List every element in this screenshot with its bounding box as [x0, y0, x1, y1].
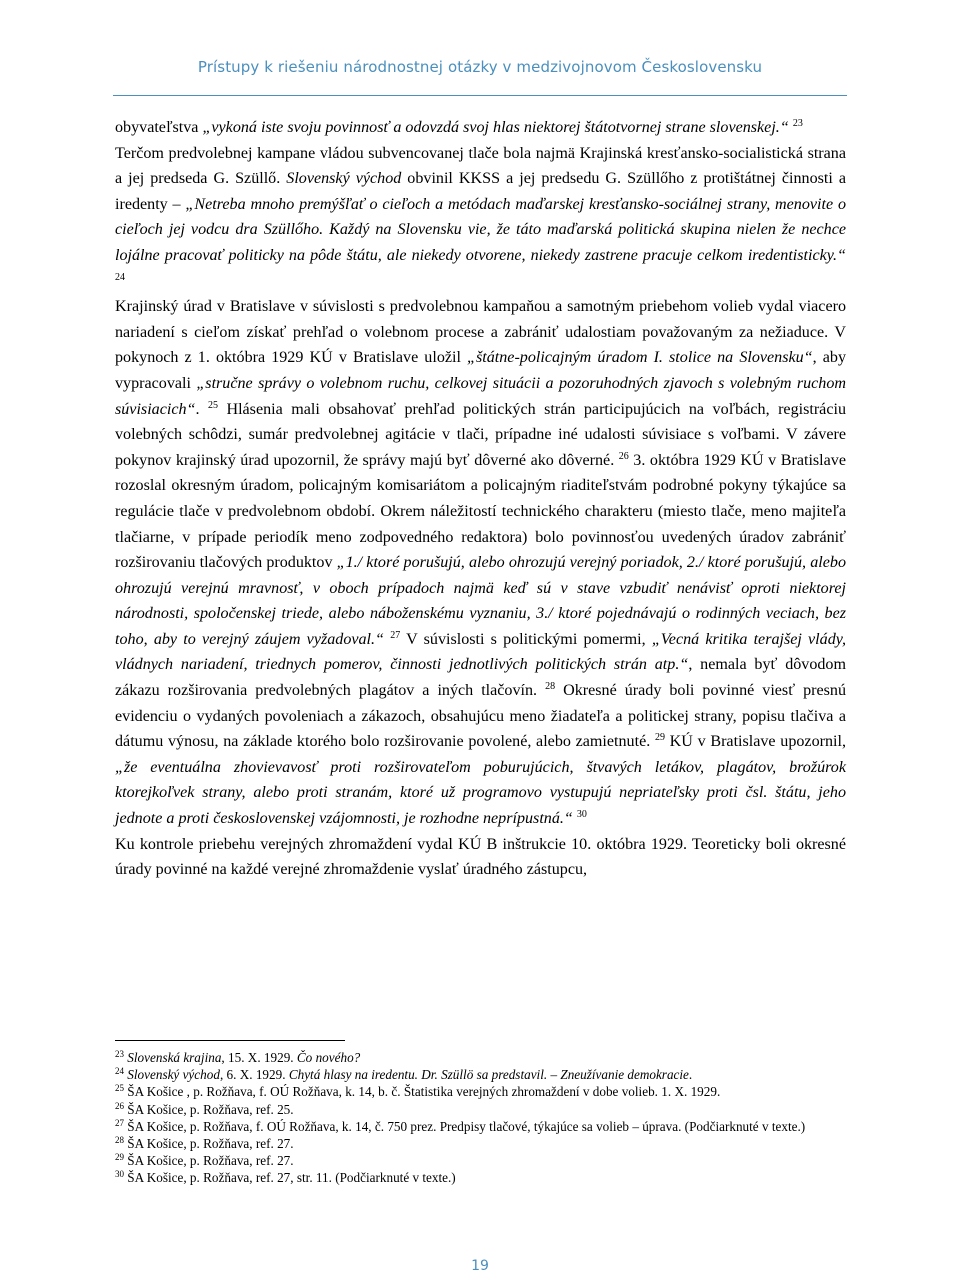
italic-text: „stručne správy o volebnom ruchu, celkovej situácii a pozoruhodných zjavoch s volebným ruchom súvisiacich“	[115, 374, 846, 418]
italic-text: „1./ ktoré porušujú, alebo ohrozujú verejný poriadok, 2./ ktoré porušujú, alebo ohrozujú verejnú mravnosť, v oboch prípadoch najmä keď sú v stave vzbudiť nenávisť oproti niektorej národnosti, spoločenskej triede, alebo náboženskému vyznaniu, 3./ ktoré pojednávajú o rodinných veciach, bez toho, aby to verejný záujem vyžadoval.“	[115, 554, 847, 648]
text-run: Krajinský úrad v Bratislave v súvislosti s predvolebnou kampaňou a samotným priebehom volieb vydal viacero nariadení s cieľom získať prehľad o volebnom procese a zabrániť udalostiam považovaným za nežiaduce. V pokynoch z 1. októbra 1929 KÚ v Bratislave uložil	[115, 298, 846, 367]
body-text	[115, 115, 846, 883]
footnote	[115, 1135, 846, 1152]
footnote	[115, 1118, 846, 1135]
footnote-ref: 24	[115, 1066, 124, 1077]
body-paragraph	[115, 832, 846, 883]
text-run: Hlásenia mali obsahovať prehľad politických strán participujúcich na voľbách, registráciu volebných schôdzi, sumár predvolebnej agitácie v tlači, prípadne iné udalosti súvisiace s voľbami. V závere pokynov krajinský úrad upozornil, že správy majú byť dôverné ako dôverné.	[115, 400, 846, 469]
footnotes	[115, 1049, 846, 1187]
footnote-ref: 28	[115, 1135, 124, 1146]
text-run: , 6. X. 1929.	[219, 1067, 289, 1083]
body-paragraph	[115, 294, 846, 831]
text-run: .	[195, 400, 208, 418]
text-run: Terčom predvolebnej kampane vládou subvencovanej tlače bola najmä Krajinská kresťansko-socialistická strana a jej predseda G. Szüllő.	[115, 144, 846, 188]
footnote	[115, 1066, 846, 1083]
text-run: V súvislosti s politickými pomermi,	[400, 630, 652, 648]
footnote-ref: 28	[545, 681, 556, 693]
footnote-ref: 29	[654, 732, 665, 744]
footnote	[115, 1101, 846, 1118]
footnote-ref: 23	[115, 1049, 124, 1059]
footnote	[115, 1083, 846, 1100]
text-run: Okresné úrady boli povinné viesť presnú evidenciu o vydaných povoleniach a zákazoch, obsahujúcu meno žiadateľa a politickej strany, popisu tlačiva a dátumu výnosu, na základe ktorého bolo rozširovanie povolené, alebo zamietnuté.	[115, 682, 846, 751]
footnote-ref: 27	[115, 1117, 124, 1128]
italic-text: „štátne-policajným úradom I. stolice na Slovensku“	[467, 349, 813, 367]
footnote-ref: 29	[115, 1152, 124, 1163]
text-run: .	[688, 1067, 693, 1083]
italic-text: Chytá hlasy na iredentu. Dr. Szüllö sa predstavil. – Zneužívanie demokracie	[288, 1067, 689, 1083]
footnote-ref: 26	[115, 1100, 124, 1111]
header-rule	[113, 95, 847, 96]
text-run: 3. októbra 1929 KÚ v Bratislave rozoslal okresným úradom, policajným komisariátom a policajným riaditeľstvám podrobné pokyny týkajúce sa regulácie tlače v predvolebnom období. Okrem náležitostí technického charakteru (miesto tlače, meno majiteľa tlačiarne, v prípade periodík meno zodpovedného redaktora) bolo povinnosťou uvedených úradov zabrániť rozširovaniu tlačových produktov	[115, 451, 846, 572]
footnote-ref: 30	[576, 809, 587, 821]
text-run: ŠA Košice, p. Rožňava, ref. 27, str. 11. (Podčiarknuté v texte.)	[124, 1170, 456, 1186]
footnote	[115, 1049, 846, 1066]
footnote-ref: 25	[115, 1083, 124, 1094]
italic-text: „vykoná iste svoju povinnosť a odovzdá svoj hlas niektorej štátotvornej strane slovenskej.“	[202, 119, 789, 136]
running-header: Prístupy k riešeniu národnostnej otázky v medzivojnovom Československu	[197, 58, 763, 76]
text-run: obyvateľstva	[115, 119, 203, 136]
footnote	[115, 1169, 846, 1186]
text-run: KÚ v Bratislave upozornil,	[664, 733, 846, 751]
body-paragraph	[115, 141, 846, 295]
text-run: ŠA Košice, p. Rožňava, f. OÚ Rožňava, k. 14, č. 750 prez. Predpisy tlačové, týkajúce sa volieb – úprava. (Podčiarknuté v texte.)	[124, 1118, 806, 1134]
text-run: , 15. X. 1929.	[221, 1050, 297, 1065]
footnote	[115, 1152, 846, 1169]
text-run: ŠA Košice, p. Rožňava, ref. 25.	[124, 1101, 294, 1117]
italic-text: „Netreba mnoho premýšľať o cieľoch a metódach maďarskej kresťansko-sociálnej strany, menovite o cieľoch jej vodcu dra Szüllőho. Každý na Slovensku vie, že táto maďarská politická skupina nielen že nechce lojálne pracovať politicky na pôde štátu, ale niekedy otvorene, niekedy zastrene pracuje celkom iredentisticky.“	[115, 195, 846, 264]
footnote-ref: 23	[792, 118, 803, 129]
page-number: 19	[471, 1258, 489, 1274]
footnote-ref: 30	[115, 1169, 124, 1180]
footnote-separator	[115, 1040, 345, 1041]
italic-text: „Vecná kritika terajšej vlády, vládnych nariadení, triednych pomerov, činnosti jednotlivých politických strán atp.“	[115, 630, 847, 674]
italic-text: Slovenský východ	[286, 170, 402, 188]
italic-text: Slovenský východ	[127, 1067, 220, 1083]
text-run: , aby vypracovali	[115, 349, 846, 392]
italic-text: Čo nového?	[296, 1050, 361, 1065]
footnote-ref: 24	[115, 271, 125, 283]
text-run: ŠA Košice, p. Rožňava, ref. 27.	[124, 1153, 294, 1169]
footnote-ref: 27	[390, 629, 401, 641]
text-run: ŠA Košice , p. Rožňava, f. OÚ Rožňava, k. 14, b. č. Štatistika verejných zhromaždení v dobe volieb. 1. X. 1929.	[124, 1084, 721, 1100]
text-run: , nemala byť dôvodom zákazu rozširovania predvolebných plagátov a iných tlačovín.	[115, 656, 846, 700]
footnote-ref: 25	[207, 399, 218, 411]
text-run: obvinil KKSS a jej predsedu G. Szüllőho z protištátnej činnosti a iredenty –	[115, 170, 846, 213]
text-run: ŠA Košice, p. Rožňava, ref. 27.	[124, 1136, 294, 1152]
footnote-ref: 26	[618, 450, 629, 462]
italic-text: Slovenská krajina	[127, 1050, 222, 1065]
text-run: Ku kontrole priebehu verejných zhromaždení vydal KÚ B inštrukcie 10. októbra 1929. Teoreticky boli okresné úrady povinné na každé verejné zhromaždenie vyslať úradného zástupcu,	[115, 835, 846, 879]
italic-text: „že eventuálna zhovievavosť proti rozširovateľom poburujúcich, štvavých letákov, plagátov, brožúrok ktorejkoľvek strany, alebo proti stranám, ktoré už programovo vystupujú nepriateľsky proti čsl. štátu, jeho jednote a proti československej vzájomnosti, je rozhodne neprípustná.“	[115, 758, 846, 828]
body-paragraph	[115, 115, 846, 141]
